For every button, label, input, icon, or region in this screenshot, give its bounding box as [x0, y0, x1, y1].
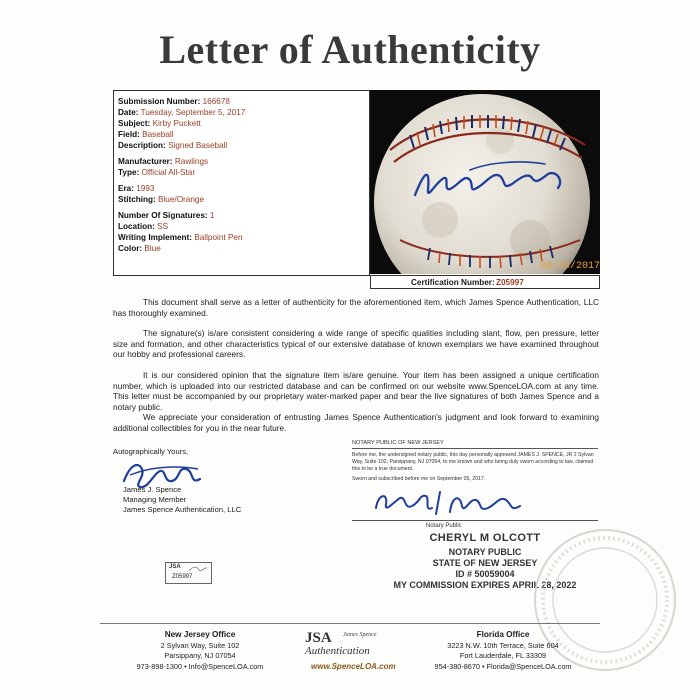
signer-company: James Spence Authentication, LLC	[123, 505, 242, 514]
notary-state: STATE OF NEW JERSEY	[432, 558, 538, 568]
fl-office-contact: 954-380-8670 • Florida@SpenceLOA.com	[434, 661, 572, 671]
paragraph-4: We appreciate your consideration of entrusting James Spence Authentication's judgment and look forward to examining additional collectibles for you in the near future.	[113, 412, 599, 433]
certification-number: Z05997	[496, 278, 524, 287]
detail-row: Manufacturer: Rawlings	[118, 157, 209, 166]
baseball-image	[370, 90, 600, 274]
certification-bar	[370, 275, 600, 289]
sticker-signature-icon	[188, 565, 208, 573]
detail-row: Number Of Signatures: 1	[118, 211, 215, 220]
page-title: Letter of Authenticity	[159, 27, 541, 72]
nj-office-address2: Parsippany, NJ 07054	[164, 651, 236, 660]
new-jersey-office	[100, 630, 300, 672]
fl-office-address2: Fort Lauderdale, FL 33309	[459, 651, 547, 660]
detail-row: Location: SS	[118, 222, 169, 231]
certification-label: Certification Number:	[411, 278, 495, 287]
nj-office-address1: 2 Sylvan Way, Suite 102	[160, 640, 240, 650]
baseball-photo	[370, 90, 600, 274]
notary-commission: MY COMMISSION EXPIRES APRIL 28, 2022	[393, 580, 577, 590]
sticker-number: Z05997	[172, 574, 193, 580]
notary-heading: NOTARY PUBLIC OF NEW JERSEY	[352, 440, 444, 446]
notary-divider	[352, 448, 598, 449]
detail-row: Date: Tuesday, September 5, 2017	[118, 108, 246, 117]
logo-url[interactable]: www.SpenceLOA.com	[311, 662, 396, 671]
signer-title: Managing Member	[123, 495, 187, 504]
detail-row: Writing Implement: Ballpoint Pen	[118, 233, 243, 242]
notary-statement: Before me, the undersigned notary public, this day personally appeared JAMES J. SPENCE, JR 2 Sylvan Way, Suite 102, Parsippany, NJ 07054, to me known and who being duly sworn according to law, claimed this to be a true document.	[352, 452, 594, 472]
submission-details-box	[113, 90, 370, 276]
logo-mark: JSA	[305, 630, 332, 646]
notary-title: NOTARY PUBLIC	[448, 547, 522, 557]
detail-row: Type: Official All-Star	[118, 168, 196, 177]
paragraph-1: This document shall serve as a letter of authenticity for the aforementioned item, which James Spence Authentication, LLC has thoroughly examined.	[113, 297, 599, 318]
notary-signature-line	[352, 520, 598, 521]
notary-name: CHERYL M OLCOTT	[429, 532, 541, 544]
footer-divider	[100, 623, 600, 624]
sticker-brand: JSA	[169, 564, 181, 570]
florida-office	[403, 630, 603, 672]
notary-signature	[370, 486, 530, 520]
paragraph-3: It is our considered opinion that the signature item is/are genuine. Your item has been assigned a unique certification number, which is uploaded into our restricted database and can be confirmed on our website www.SpenceLOA.com at any time. This letter must be accompanied by our proprietary water-marked paper and bear the live signatures of both James Spence and a notary public.	[113, 370, 599, 412]
jsa-hologram-sticker	[165, 562, 212, 584]
fl-office-address1: 3223 N.W. 10th Terrace, Suite 604	[447, 640, 559, 650]
logo-sub1: James Spence	[343, 632, 377, 638]
jsa-logo	[295, 628, 405, 678]
detail-row: Subject: Kirby Puckett	[118, 119, 201, 128]
notary-sworn: Sworn and subscribed before me on September 05, 2017.	[352, 476, 486, 482]
paragraph-2: The signature(s) is/are consistent considering a wide range of specific qualities including slant, flow, pen pressure, letter size and formation, and other characteristics typical of our extensive database of known exemplars we have examined throughout our hobby and professional careers.	[113, 328, 599, 360]
logo-sub2: Authentication	[305, 645, 370, 657]
detail-row: Era: 1993	[118, 184, 155, 193]
notary-signature-label: Notary Public	[426, 523, 462, 529]
detail-row: Description: Signed Baseball	[118, 141, 228, 150]
photo-date-stamp: 08/24/2017	[540, 261, 600, 272]
signer-name: James J. Spence	[123, 485, 182, 494]
detail-row: Stitching: Blue/Orange	[118, 195, 205, 204]
notary-id: ID # 50059004	[455, 569, 515, 579]
detail-row: Color: Blue	[118, 244, 161, 253]
salutation: Autographically Yours,	[113, 447, 189, 456]
nj-office-heading: New Jersey Office	[164, 630, 236, 639]
nj-office-contact: 973-898-1300 • Info@SpenceLOA.com	[136, 661, 264, 671]
detail-row: Field: Baseball	[118, 130, 174, 139]
detail-row: Submission Number: 166678	[118, 97, 230, 106]
fl-office-heading: Florida Office	[476, 630, 530, 639]
